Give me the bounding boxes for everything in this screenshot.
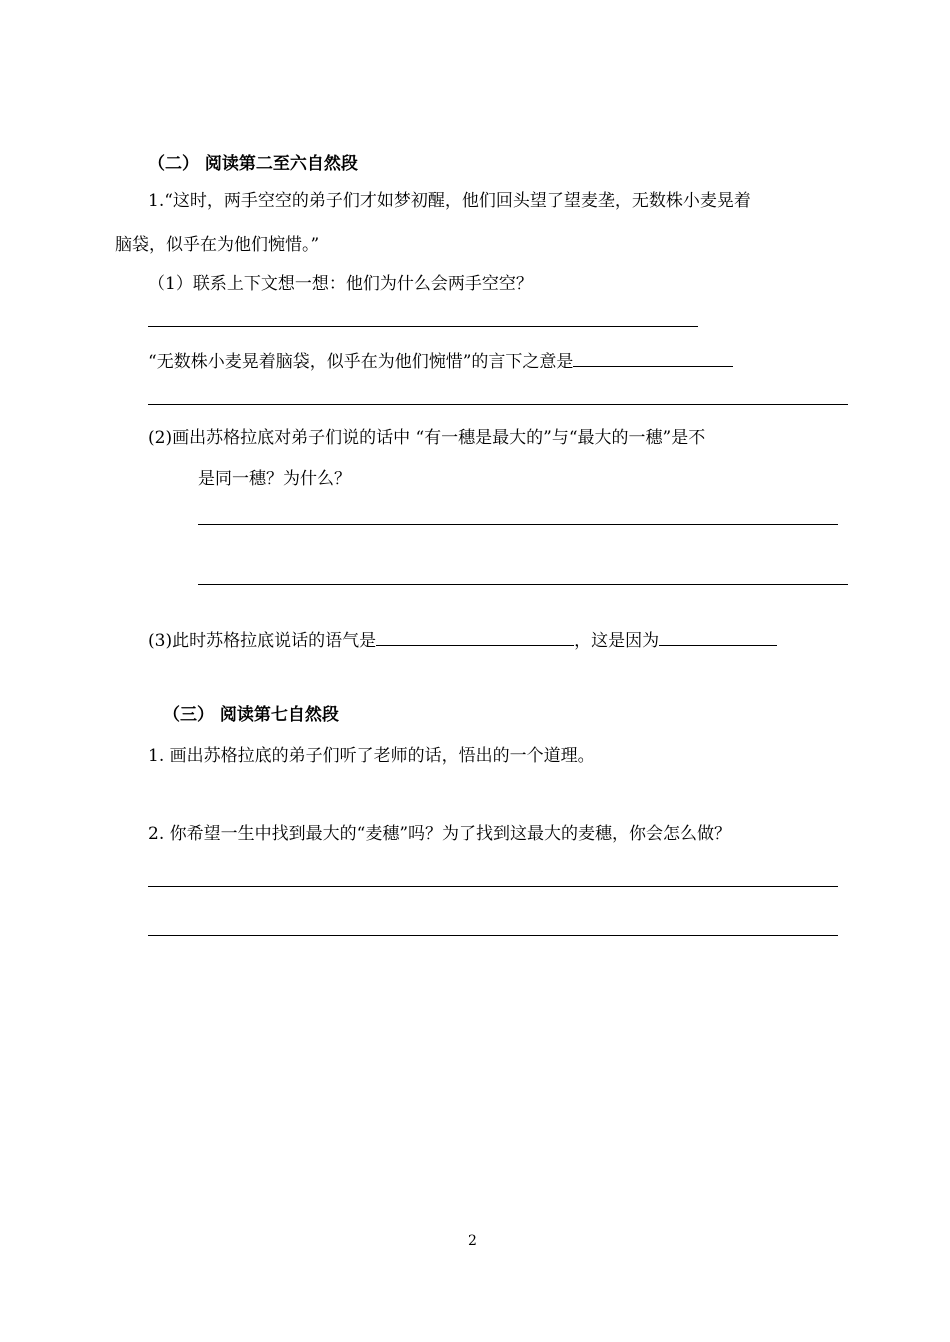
- sub-question-2-line-1: (2)画出苏格拉底对弟子们说的话中 “有一穗是最大的”与“最大的一穗”是不: [148, 428, 706, 448]
- sub-question-1: （1）联系上下文想一想：他们为什么会两手空空？: [148, 274, 533, 294]
- sub-question-2-line-2: 是同一穗？为什么？: [198, 469, 351, 489]
- sub-question-3: (3)此时苏格拉底说话的语气是 ，这是因为: [148, 627, 777, 653]
- answer-line[interactable]: [198, 584, 848, 585]
- section-3-question-1: 1. 画出苏格拉底的弟子们听了老师的话，悟出的一个道理。: [148, 746, 595, 766]
- sub-question-1b: “无数株小麦晃着脑袋，似乎在为他们惋惜”的言下之意是: [148, 348, 733, 374]
- question-1-line-1: 1.“这时，两手空空的弟子们才如梦初醒，他们回头望了望麦垄，无数株小麦晃着: [148, 191, 751, 211]
- page-number: 2: [468, 1233, 477, 1249]
- answer-line[interactable]: [148, 886, 838, 887]
- reason-blank[interactable]: [659, 627, 777, 646]
- answer-blank[interactable]: [573, 348, 733, 367]
- answer-line[interactable]: [148, 326, 698, 327]
- answer-line[interactable]: [148, 404, 848, 405]
- answer-line[interactable]: [148, 935, 838, 936]
- section-3-heading: （三） 阅读第七自然段: [163, 705, 339, 725]
- section-3-question-2: 2. 你希望一生中找到最大的“麦穗”吗？为了找到这最大的麦穗，你会怎么做？: [148, 824, 732, 844]
- answer-line[interactable]: [198, 524, 838, 525]
- tone-blank[interactable]: [376, 627, 574, 646]
- question-1-line-2: 脑袋，似乎在为他们惋惜。”: [115, 235, 320, 255]
- section-2-heading: （二） 阅读第二至六自然段: [148, 154, 358, 174]
